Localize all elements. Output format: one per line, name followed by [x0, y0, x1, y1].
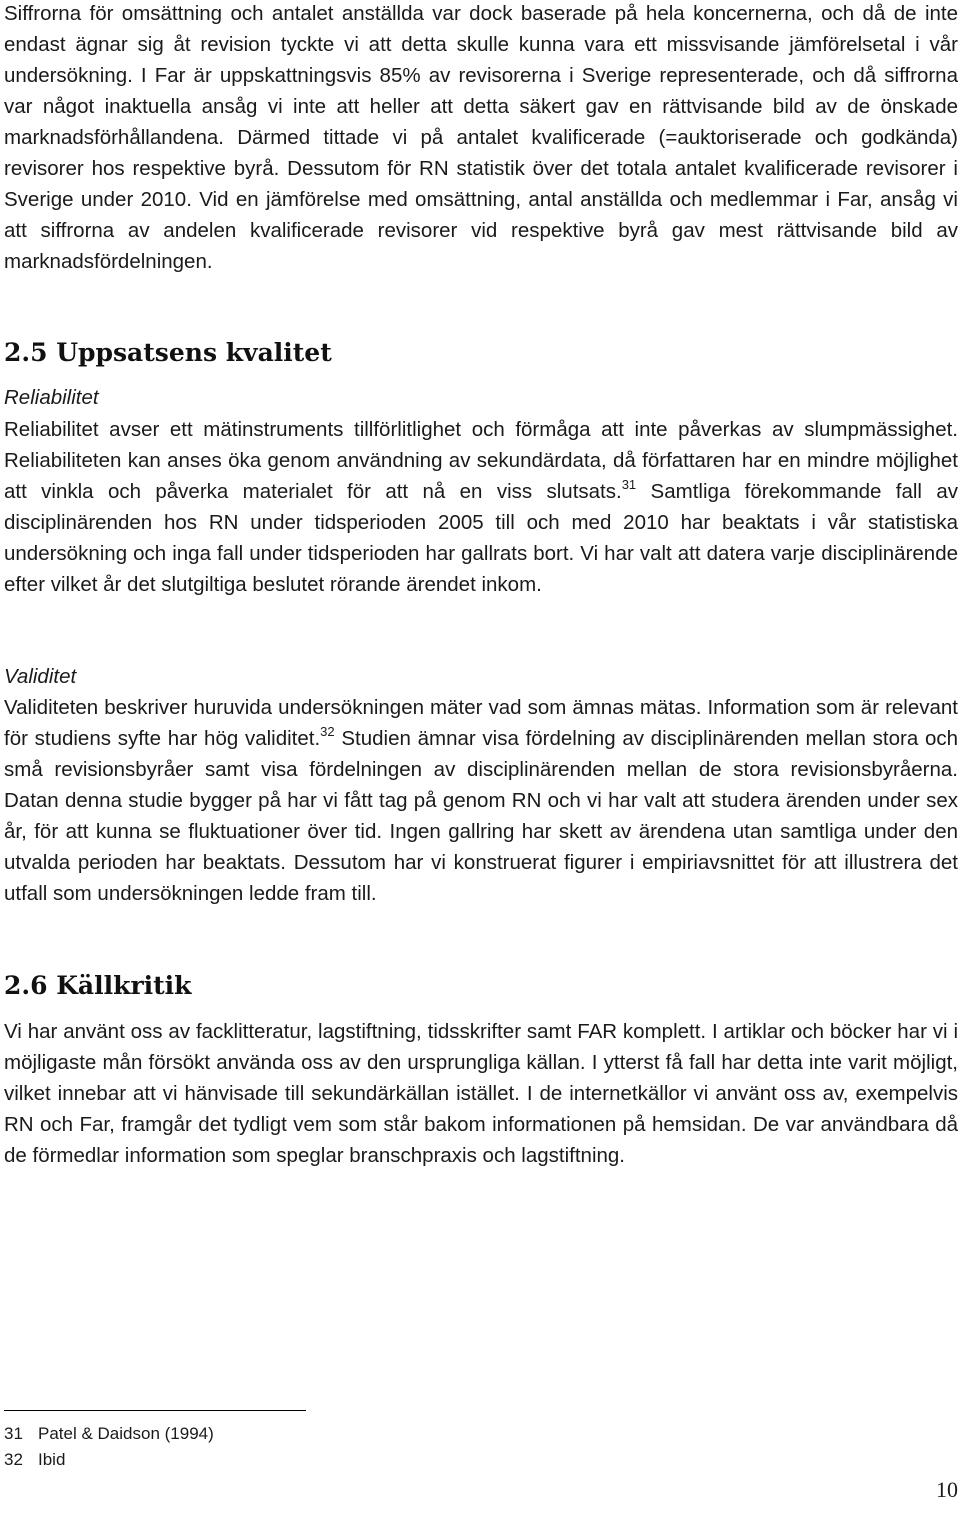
- validity-text-2: Studien ämnar visa fördelning av disciplinärenden mellan stora och små revisionsbyråer samt visa fördelningen av disciplinärenden mellan de stora revisionsbyråerna. Datan denna studie bygger på har vi fått tag på genom RN och vi har valt att studera ärenden under sex år, för att kunna se fluktuationer över tid. Ingen gallring har skett av ärendena utan samtliga under den utvalda perioden har beaktats. Dessutom har vi konstruerat figurer i empiriavsnittet för att illustrera det utfall som undersökningen ledde fram till.: [4, 727, 958, 905]
- kallkritik-paragraph-block: [4, 1016, 958, 1171]
- footnote-text: Patel & Daidson (1994): [38, 1424, 214, 1443]
- footnote-number: 32: [4, 1450, 23, 1469]
- section-heading-2-5: 2.5 Uppsatsens kvalitet: [4, 338, 332, 367]
- footnote-32: [4, 1449, 65, 1471]
- footnote-ref-31[interactable]: 31: [621, 477, 637, 492]
- footnote-number: 31: [4, 1424, 23, 1443]
- footnote-text: Ibid: [38, 1450, 66, 1469]
- subheading-reliabilitet: Reliabilitet: [4, 386, 99, 409]
- footnote-31: [4, 1423, 214, 1445]
- reliability-paragraph: [4, 414, 958, 600]
- validity-paragraph: [4, 692, 958, 909]
- kallkritik-paragraph: Vi har använt oss av facklitteratur, lagstiftning, tidsskrifter samt FAR komplett. I artiklar och böcker har vi i möjligaste mån försökt använda oss av den ursprungliga källan. I ytterst få fall har detta inte varit möjligt, vilket innebar att vi hänvisade till sekundärkällan istället. I de internetkällor vi använt oss av, exempelvis RN och Far, framgår det tydligt vem som står bakom informationen på hemsidan. De var användbara då de förmedlar information som speglar branschpraxis och lagstiftning.: [4, 1020, 958, 1167]
- validity-text-1: Validiteten beskriver huruvida undersökningen mäter vad som ämnas mätas. Information som är relevant för studiens syfte har hög validitet.: [4, 696, 958, 750]
- reliability-text-1: Reliabilitet avser ett mätinstruments tillförlitlighet och förmåga att inte påverkas av slumpmässighet. Reliabiliteten kan anses öka genom användning av sekundärdata, då författaren har en mindre möjlighet att vinkla och påverka materialet för att nå en viss slutsats.: [4, 418, 958, 503]
- page-number: 10: [936, 1477, 958, 1502]
- reliability-paragraph-block: [4, 414, 958, 600]
- footnote-ref-32[interactable]: 32: [320, 724, 335, 739]
- intro-paragraph: Siffrorna för omsättning och antalet anställda var dock baserade på hela koncernerna, och då de inte endast ägnar sig åt revision tyckte vi att detta skulle kunna vara ett missvisande jämförelsetal i vår undersökning. I Far är uppskattningsvis 85% av revisorerna i Sverige representerade, och då siffrorna var något inaktuella ansåg vi inte att heller att detta säkert gav en rättvisande bild av de önskade marknadsförhållandena. Därmed tittade vi på antalet kvalificerade (=auktoriserade och godkända) revisorer hos respektive byrå. Dessutom för RN statistik över det totala antalet kvalificerade revisorer i Sverige under 2010. Vid en jämförelse med omsättning, antal anställda och medlemmar i Far, ansåg vi att siffrorna av andelen kvalificerade revisorer vid respektive byrå gav mest rättvisande bild av marknadsfördelningen.: [4, 2, 958, 273]
- subheading-validitet: Validitet: [4, 665, 77, 688]
- reliability-text-2: Samtliga förekommande fall av disciplinärenden hos RN under tidsperioden 2005 till och med 2010 har beaktats i vår statistiska undersökning och inga fall under tidsperioden har gallrats bort. Vi har valt att datera varje disciplinärende efter vilket år det slutgiltiga beslutet rörande ärendet inkom.: [4, 480, 958, 596]
- section-heading-2-6: 2.6 Källkritik: [4, 971, 192, 1000]
- footnote-separator: [4, 1410, 306, 1411]
- validity-paragraph-block: [4, 692, 958, 909]
- intro-paragraph-block: [4, 0, 958, 277]
